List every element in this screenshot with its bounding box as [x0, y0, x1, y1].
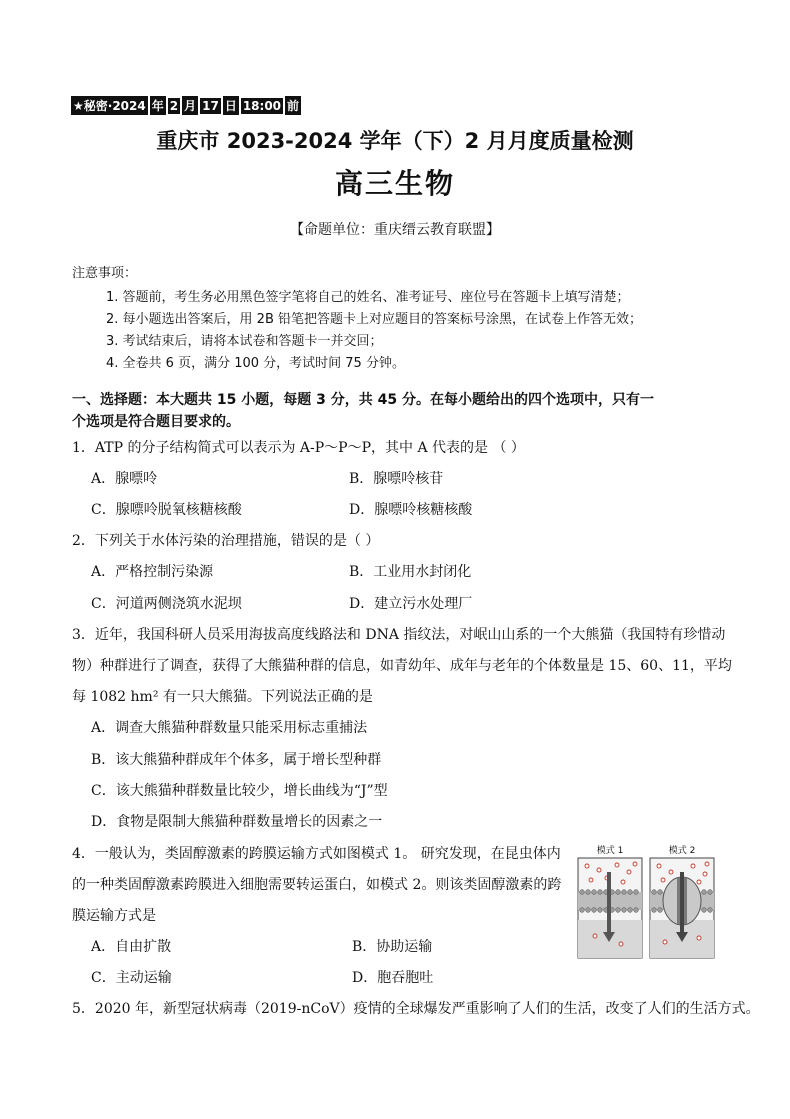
question-3-stem-line: 物）种群进行了调查，获得了大熊猫种群的信息，如青幼年、成年与老年的个体数量是 15、60、11，平均	[72, 658, 732, 674]
question-3-stem-line: 3．近年，我国科研人员采用海拔高度线路法和 DNA 指纹法，对岷山山系的一个大熊猫（我国特有珍惜动	[72, 627, 726, 643]
question-2-option-d: D．建立污水处理厂	[349, 596, 473, 612]
question-4-stem-line: 的一种类固醇激素跨膜进入细胞需要转运蛋白，如模式 2。则该类固醇激素的跨	[72, 877, 562, 893]
question-1-option-d: D．腺嘌呤核糖核酸	[349, 502, 473, 518]
question-4-stem-line: 4．一般认为，类固醇激素的跨膜运输方式如图模式 1。 研究发现，在昆虫体内	[72, 846, 561, 862]
question-3-option-d: D．食物是限制大熊猫种群数量增长的因素之一	[91, 814, 383, 830]
secret-part: 2	[169, 99, 179, 113]
notice-item: 4. 全卷共 6 页，满分 100 分，考试时间 75 分钟。	[106, 356, 405, 371]
secret-part: 日	[223, 96, 239, 115]
question-1-stem: 1．ATP 的分子结构简式可以表示为 A-P～P～P，其中 A 代表的是 （ ）	[72, 440, 525, 456]
exam-title: 重庆市 2023-2024 学年（下）2 月月度质量检测	[156, 129, 634, 153]
question-4-stem-line: 膜运输方式是	[72, 908, 156, 924]
question-4-option-c: C．主动运输	[91, 970, 172, 986]
membrane-transport-figure	[577, 842, 715, 960]
confidential-marking	[71, 96, 301, 115]
issuing-unit: 【命题单位：重庆缙云教育联盟】	[290, 222, 500, 238]
section-heading-cont: 个选项是符合题目要求的。	[72, 414, 240, 430]
question-2-option-b: B．工业用水封闭化	[349, 564, 472, 580]
mode-1-label: 模式 1	[596, 846, 624, 856]
exam-subject: 高三生物	[334, 167, 455, 200]
secret-part: 前	[285, 96, 301, 115]
question-4-option-d: D．胞吞胞吐	[352, 970, 434, 986]
question-2-option-c: C．河道两侧浇筑水泥坝	[91, 596, 242, 612]
secret-part: 年	[150, 96, 166, 115]
secret-part: ★秘密·2024	[71, 96, 148, 115]
question-5-stem: 5．2020 年，新型冠状病毒（2019-nCoV）疫情的全球爆发严重影响了人们的生活，改变了人们的生活方式。	[72, 1001, 760, 1017]
question-4-option-b: B．协助运输	[352, 939, 433, 955]
mode-2-panel	[650, 858, 714, 958]
secret-part: 17	[202, 99, 219, 113]
notice-item: 3. 考试结束后，请将本试卷和答题卡一并交回；	[106, 334, 383, 349]
question-1-option-a: A．腺嘌呤	[91, 471, 158, 487]
question-2-stem: 2．下列关于水体污染的治理措施，错误的是（ ）	[72, 533, 380, 549]
notice-heading: 注意事项：	[72, 266, 138, 281]
question-2-option-a: A．严格控制污染源	[91, 564, 214, 580]
section-heading: 一、选择题：本大题共 15 小题，每题 3 分，共 45 分。在每小题给出的四个选项中，只有一	[72, 392, 654, 408]
question-3-option-b: B．该大熊猫种群成年个体多，属于增长型种群	[91, 752, 382, 768]
question-3-option-a: A．调查大熊猫种群数量只能采用标志重捕法	[91, 720, 368, 736]
question-3-stem-line: 每 1082 hm² 有一只大熊猫。下列说法正确的是	[72, 689, 373, 705]
question-1-option-b: B．腺嘌呤核苷	[349, 471, 444, 487]
secret-part: 月	[182, 96, 198, 115]
question-3-option-c: C．该大熊猫种群数量比较少，增长曲线为“J”型	[91, 783, 388, 799]
mode-2-label: 模式 2	[668, 846, 696, 856]
question-4-option-a: A．自由扩散	[91, 939, 172, 955]
notice-item: 2. 每小题选出答案后，用 2B 铅笔把答题卡上对应题目的答案标号涂黑，在试卷上作答无效；	[106, 312, 642, 327]
notice-item: 1. 答题前，考生务必用黑色签字笔将自己的姓名、准考证号、座位号在答题卡上填写清楚；	[106, 290, 630, 305]
secret-part: 18:00	[242, 99, 282, 113]
question-1-option-c: C．腺嘌呤脱氧核糖核酸	[91, 502, 242, 518]
mode-1-panel	[578, 858, 642, 958]
